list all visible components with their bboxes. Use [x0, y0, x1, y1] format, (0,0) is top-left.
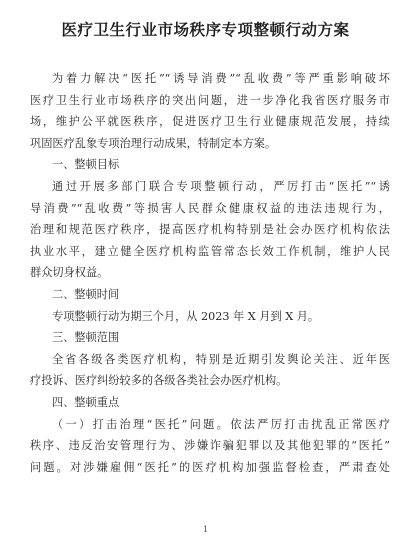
document-line: 专项整顿行动为期三个月，从 2023 年 X 月到 X 月。 — [52, 309, 320, 323]
document-body — [30, 68, 390, 478]
document-line: 为着力解决“医托”“诱导消费”“乱收费”等严重影响破坏 — [52, 72, 390, 85]
document-line: 一、整顿目标 — [52, 158, 120, 172]
document-line: 问题。对涉嫌雇佣“医托”的医疗机构加强监督检查，严肃查处 — [30, 460, 390, 474]
document-line: 群众切身权益。 — [30, 266, 109, 280]
document-line: 二、整顿时间 — [52, 287, 120, 301]
document-line: 巩固医疗乱象专项治理行动成果，特制定本方案。 — [30, 136, 277, 150]
document-line: （一）打击治理“医托”问题。依法严厉打击扰乱正常医疗 — [52, 417, 390, 431]
document-line: 疗投诉、医疗纠纷较多的各级各类社会办医疗机构。 — [30, 374, 288, 388]
document-line: 秩序、违反治安管理行为、涉嫌诈骗犯罪以及其他犯罪的“医托” — [30, 439, 390, 453]
document-title: 医疗卫生行业市场秩序专项整顿行动方案 — [61, 21, 350, 39]
document-line: 医疗卫生行业市场秩序的突出问题，进一步净化我省医疗服务市 — [30, 93, 390, 107]
document-line: 导消费”“乱收费”等损害人民群众健康权益的违法违规行为， — [30, 201, 390, 215]
document-line: 执业水平，建立健全医疗机构监管常态长效工作机制，维护人民 — [30, 244, 390, 258]
document-line: 治理和规范医疗秩序，提高医疗机构特别是社会办医疗机构依法 — [30, 223, 390, 237]
document-line: 场，维护公平就医秩序，促进医疗卫生行业健康规范发展，持续 — [30, 115, 390, 129]
document-line: 全省各级各类医疗机构，特别是近期引发舆论关注、近年医 — [52, 352, 390, 366]
document-line: 四、整顿重点 — [52, 395, 120, 409]
document-line: 通过开展多部门联合专项整顿行动，严厉打击“医托”“诱 — [52, 179, 390, 193]
page-number: 1 — [202, 525, 209, 534]
document-line: 三、整顿范围 — [52, 331, 120, 345]
